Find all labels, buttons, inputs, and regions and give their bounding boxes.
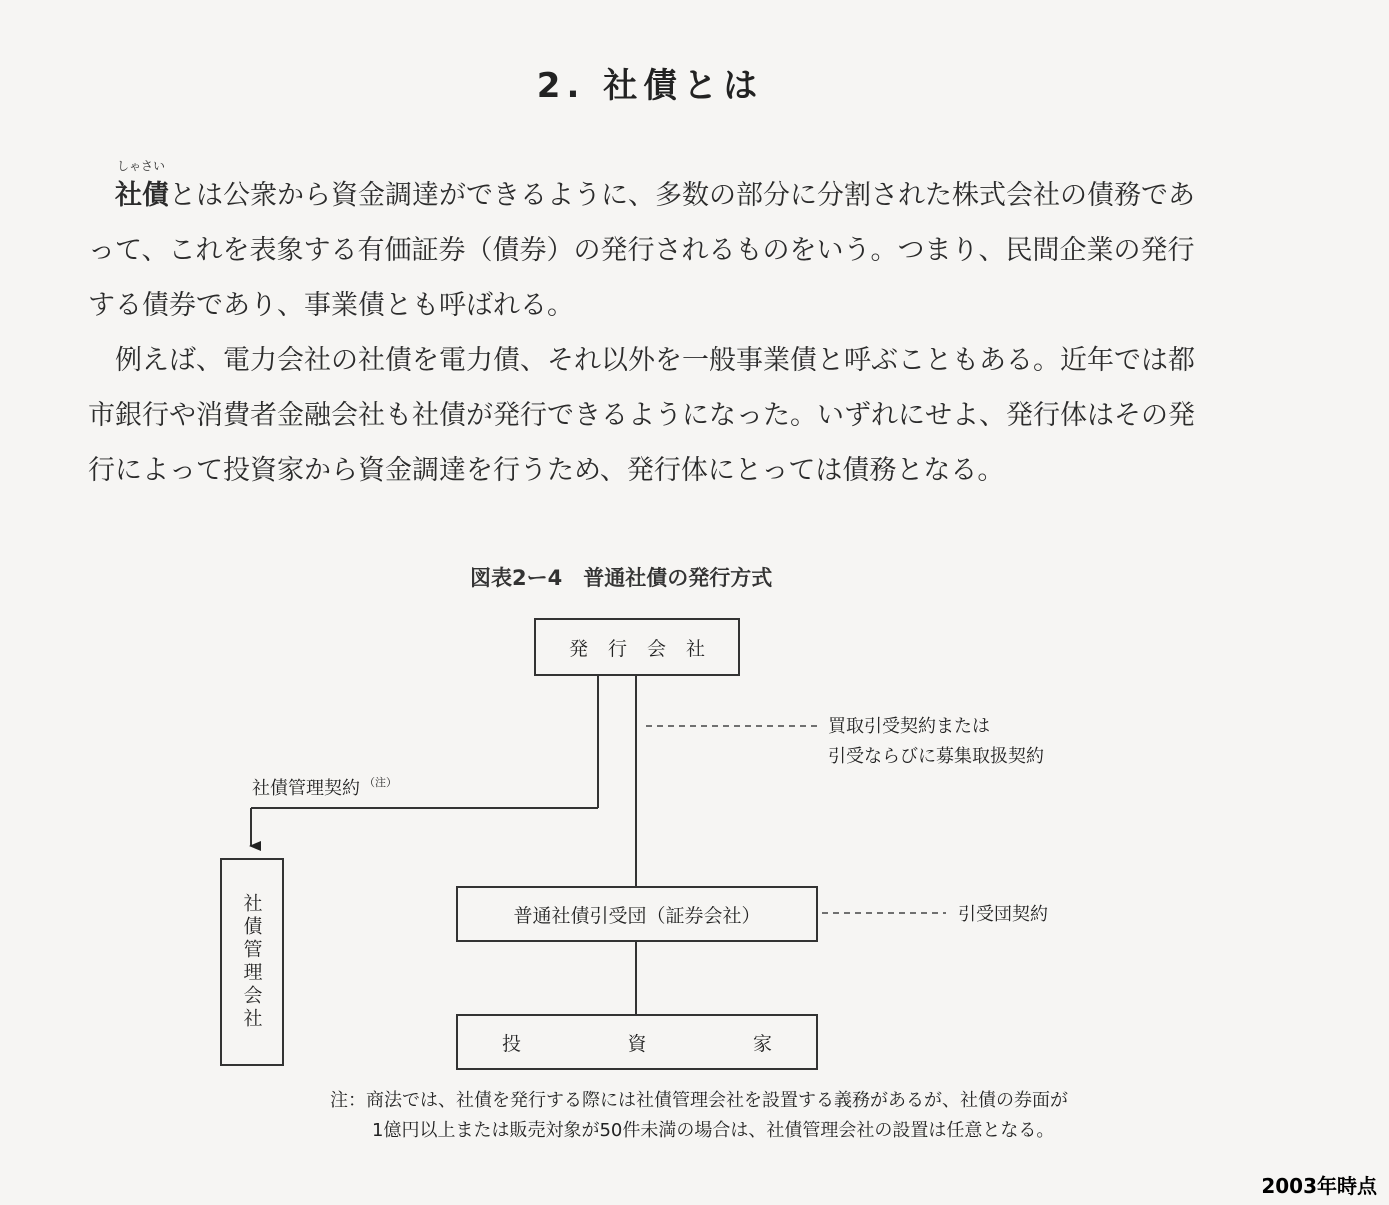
figure-title: 図表2ー4 普通社債の発行方式 [470,566,773,590]
paragraph-2: 例えば、電力会社の社債を電力債、それ以外を一般事業債と呼ぶこともある。近年では都市銀行や消費者金融会社も社債が発行できるようになった。いずれにせよ、発行体はその発行によって投資家から資金調達を行うため、発行体にとっては債務となる。 [88,345,1195,486]
corner-date-label: 2003年時点 [1261,1174,1377,1198]
management-contract-note-mark: （注） [364,776,397,789]
ruby-base: 社債 [115,180,169,211]
note-line-1: 注：商法では、社債を発行する際には社債管理会社を設置する義務があるが、社債の券面が [330,1090,1068,1111]
note-line-2: 1億円以上または販売対象が50件未満の場合は、社債管理会社の設置は任意となる。 [372,1120,1055,1141]
investor-label [502,1029,772,1056]
investor-box [456,1014,818,1070]
ruby-reading: しゃさい [117,159,166,173]
management-contract-label [252,774,397,800]
issuer-box: 発行会社 [534,618,740,676]
management-contract-text: 社債管理契約 [252,778,360,799]
purchase-contract-label [828,712,1044,772]
investor-char-1: 投 [502,1032,522,1055]
page-title: 2. 社債とは [536,66,764,106]
paragraph-1-text: とは公衆から資金調達ができるように、多数の部分に分割された株式会社の債務であって、これを表象する有価証券（債券）の発行されるものをいう。つまり、民間企業の発行する債券であり、事業債とも呼ばれる。 [88,180,1195,321]
bond-manager-box: 社債管理会社 [220,858,284,1066]
purchase-contract-line1: 買取引受契約または [828,716,990,737]
underwriter-box: 普通社債引受団（証券会社） [456,886,818,942]
syndicate-contract-label: 引受団契約 [958,904,1048,925]
purchase-contract-line2: 引受ならびに募集取扱契約 [828,746,1044,767]
figure-note [330,1086,1068,1146]
investor-char-3: 家 [752,1032,772,1055]
investor-char-2: 資 [627,1032,647,1055]
